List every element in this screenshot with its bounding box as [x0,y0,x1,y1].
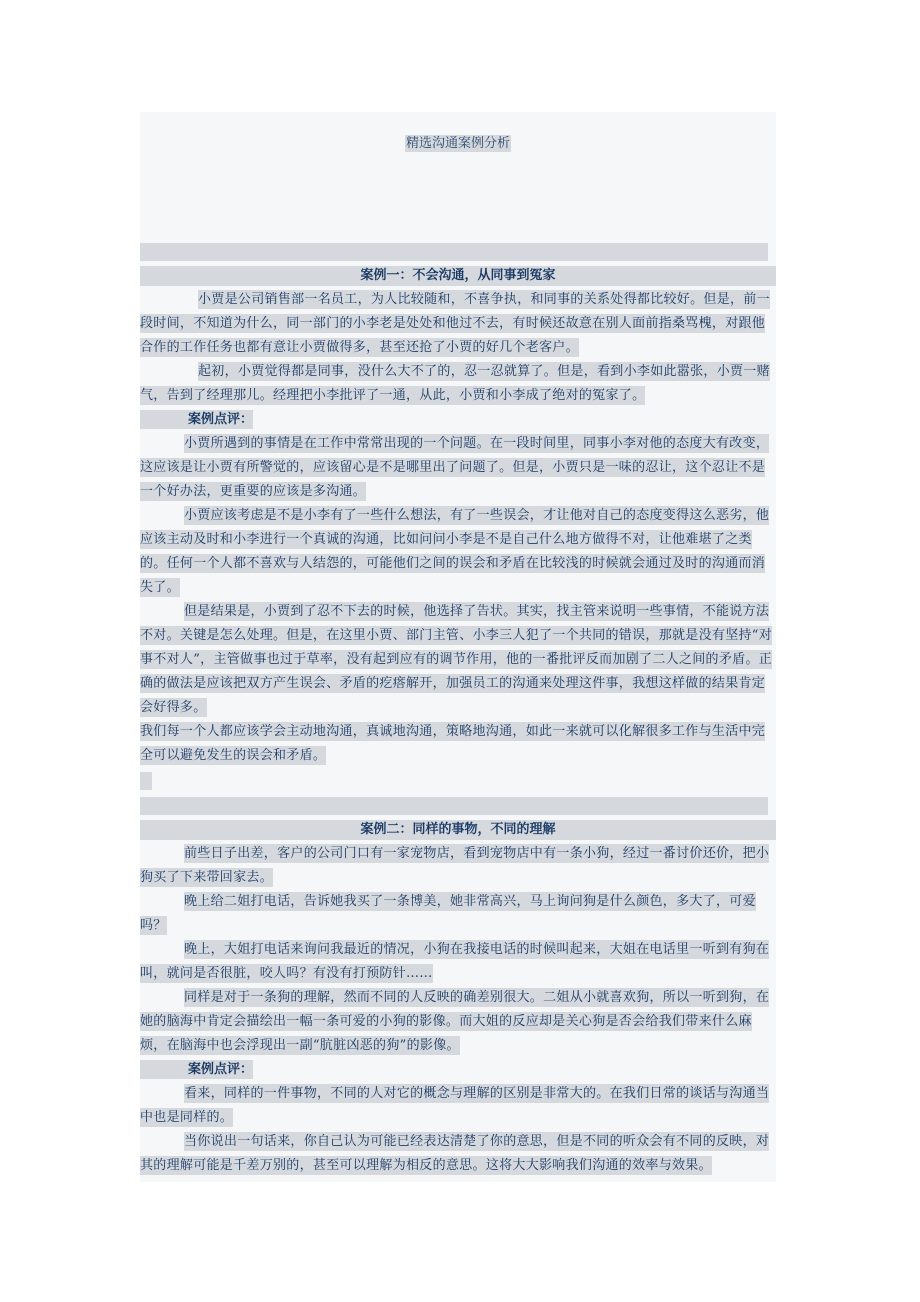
separator-bar [140,797,768,815]
case2-heading: 案例二：同样的事物，不同的理解 [140,820,776,840]
case1-comment-paragraph: 我们每一个人都应该学会主动地沟通，真诚地沟通，策略地沟通，如此一来就可以化解很多工作与生活中完全可以避免发生的误会和矛盾。 [140,724,766,763]
case2-comment-label: 案例点评： [140,1058,253,1082]
case1-paragraph: 起初，小贾觉得都是同事，没什么大不了的，忍一忍就算了。但是，看到小李如此嚣张，小贾一赌气，告到了经理那儿。经理把小李批评了一通，从此，小贾和小李成了绝对的冤家了。 [140,364,770,403]
case1-comment-paragraph: 小贾应该考虑是不是小李有了一些什么想法，有了一些误会，才让他对自己的态度变得这么恶劣，他应该主动及时和小李进行一个真诚的沟通，比如问问小李是不是自己什么地方做得不对，让他难堪了之类的。任何一个人都不喜欢与人结怨的，可能他们之间的误会和矛盾在比较浅的时候就会通过及时的沟通而消失了。 [140,508,770,595]
empty-line-marker [140,772,152,790]
case2-paragraph: 晚上，大姐打电话来询问我最近的情况，小狗在我接电话的时候叫起来，大姐在电话里一听到有狗在叫，就问是否很脏，咬人吗？有没有打预防针…… [140,942,770,981]
document-title: 精选沟通案例分析 [405,136,510,151]
case1-comment-paragraph: 小贾所遇到的事情是在工作中常常出现的一个问题。在一段时间里，同事小李对他的态度大有改变，这应该是让小贾有所警觉的，应该留心是不是哪里出了问题了。但是，小贾只是一味的忍让，这个忍让不是一个好办法，更重要的应该是多沟通。 [140,436,770,499]
document-page [140,112,776,1182]
case2-paragraph: 前些日子出差，客户的公司门口有一家宠物店，看到宠物店中有一条小狗，经过一番讨价还价，把小狗买了下来带回家去。 [140,846,770,885]
case1-comment-paragraph: 但是结果是，小贾到了忍不下去的时候，他选择了告状。其实，找主管来说明一些事情，不能说方法不对。关键是怎么处理。但是，在这里小贾、部门主管、小李三人犯了一个共同的错误，那就是没有坚持“对事不对人”，主管做事也过于草率，没有起到应有的调节作用，他的一番批评反而加剧了二人之间的矛盾。正确的做法是应该把双方产生误会、矛盾的疙瘩解开，加强员工的沟通来处理这件事，我想这样做的结果肯定会好得多。 [140,604,773,715]
case1-comment-label: 案例点评： [140,408,253,432]
case1-paragraph: 小贾是公司销售部一名员工，为人比较随和，不喜争执，和同事的关系处得都比较好。但是，前一段时间，不知道为什么，同一部门的小李老是处处和他过不去，有时候还故意在别人面前指桑骂槐，对跟他合作的工作任务也都有意让小贾做得多，甚至还抢了小贾的好几个老客户。 [140,292,770,355]
case2-paragraph: 晚上给二姐打电话，告诉她我买了一条博美，她非常高兴，马上询问狗是什么颜色，多大了，可爱吗？ [140,894,756,933]
case2-paragraph: 同样是对于一条狗的理解，然而不同的人反映的确差别很大。二姐从小就喜欢狗，所以一听到狗，在她的脑海中肯定会描绘出一幅一条可爱的小狗的影像。而大姐的反应却是关心狗是否会给我们带来什么麻烦，在脑海中也会浮现出一副“肮脏凶恶的狗”的影像。 [140,990,770,1053]
case2-comment-paragraph: 当你说出一句话来，你自己认为可能已经表达清楚了你的意思，但是不同的听众会有不同的反映，对其的理解可能是千差万别的，甚至可以理解为相反的意思。这将大大影响我们沟通的效率与效果。 [140,1134,770,1173]
case1-heading: 案例一：不会沟通，从同事到冤家 [140,266,776,286]
separator-bar [140,243,768,261]
case2-comment-paragraph: 看来，同样的一件事物，不同的人对它的概念与理解的区别是非常大的。在我们日常的谈话与沟通当中也是同样的。 [140,1086,770,1125]
